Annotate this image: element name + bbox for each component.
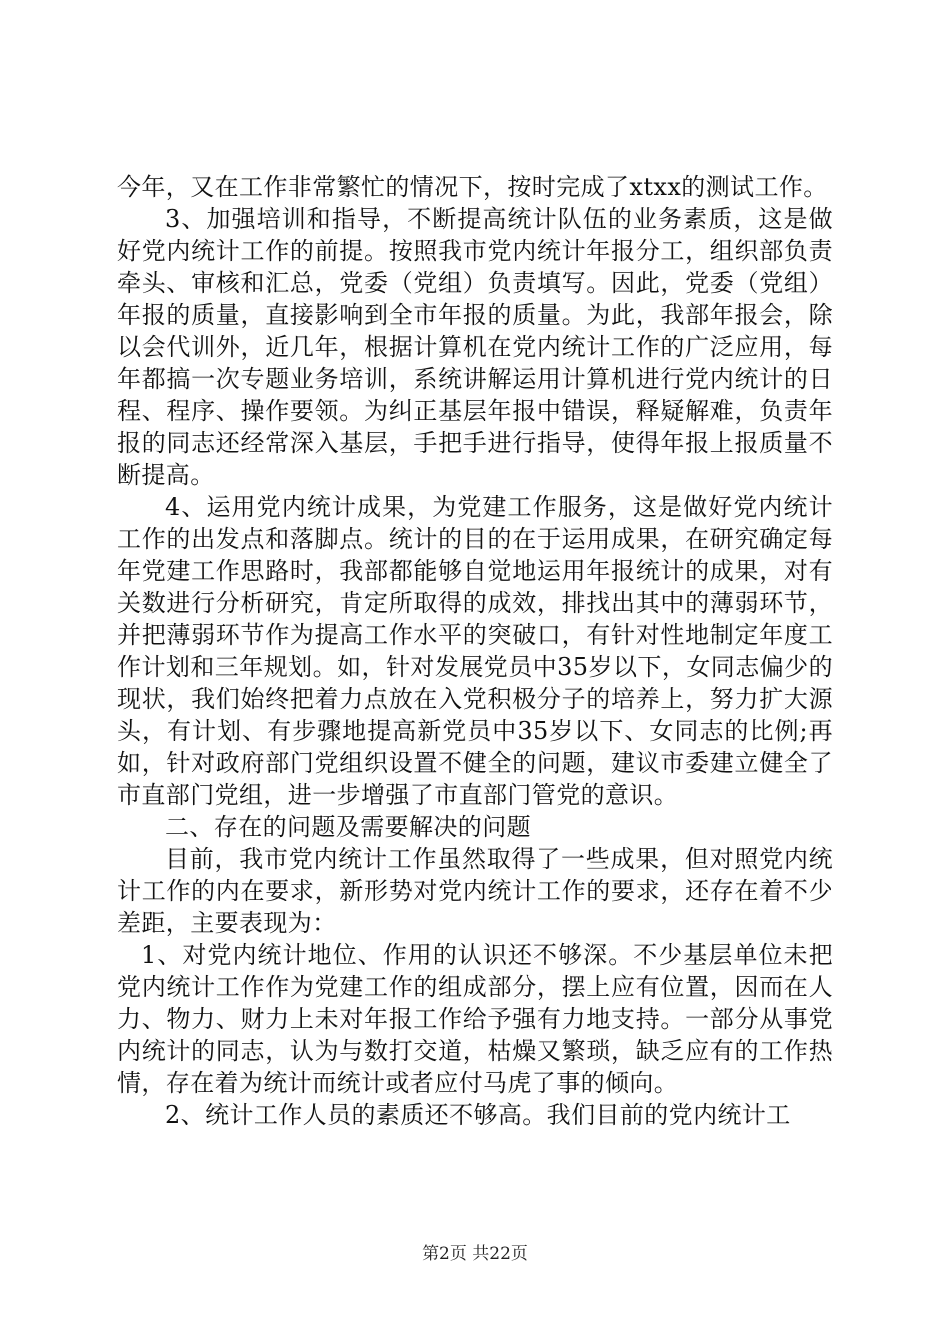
paragraph-item-4-results: 4、运用党内统计成果，为党建工作服务，这是做好党内统计工作的出发点和落脚点。统计的目的在于运用成果，在研究确定每年党建工作思路时，我部都能够自觉地运用年报统计的成果，对有关数进行分析研究，肯定所取得的成效，排找出其中的薄弱环节，并把薄弱环节作为提高工作水平的突破口，有针对性地制定年度工作计划和三年规划。如，针对发展党员中35岁以下，女同志偏少的现状，我们始终把着力点放在入党积极分子的培养上，努力扩大源头，有计划、有步骤地提高新党员中35岁以下、女同志的比例;再如，针对政府部门党组织设置不健全的问题，建议市委建立健全了市直部门党组，进一步增强了市直部门管党的意识。 <box>117 493 833 809</box>
paragraph-problem-1: 1、对党内统计地位、作用的认识还不够深。不少基层单位未把党内统计工作作为党建工作的组成部分，摆上应有位置，因而在人力、物力、财力上未对年报工作给予强有力地支持。一部分从事党内统计的同志，认为与数打交道，枯燥又繁琐，缺乏应有的工作热情，存在着为统计而统计或者应付马虎了事的倾向。 <box>117 941 833 1097</box>
paragraph-item-3-training: 3、加强培训和指导，不断提高统计队伍的业务素质，这是做好党内统计工作的前提。按照我市党内统计年报分工，组织部负责牵头、审核和汇总，党委（党组）负责填写。因此，党委（党组）年报的质量，直接影响到全市年报的质量。为此，我部年报会，除以会代训外，近几年，根据计算机在党内统计工作的广泛应用，每年都搞一次专题业务培训，系统讲解运用计算机进行党内统计的日程、程序、操作要领。为纠正基层年报中错误，释疑解难，负责年报的同志还经常深入基层，手把手进行指导，使得年报上报质量不断提高。 <box>117 205 833 489</box>
paragraph-problem-2: 2、统计工作人员的素质还不够高。我们目前的党内统计工 <box>165 1101 791 1129</box>
section-heading-problems: 二、存在的问题及需要解决的问题 <box>165 813 531 841</box>
paragraph-continuation: 今年，又在工作非常繁忙的情况下，按时完成了xtxx的测试工作。 <box>117 173 828 201</box>
paragraph-intro-problems: 目前，我市党内统计工作虽然取得了一些成果，但对照党内统计工作的内在要求，新形势对党内统计工作的要求，还存在着不少差距，主要表现为： <box>117 845 833 937</box>
document-body <box>117 171 833 1131</box>
page-number-footer: 第2页 共22页 <box>422 1244 528 1264</box>
